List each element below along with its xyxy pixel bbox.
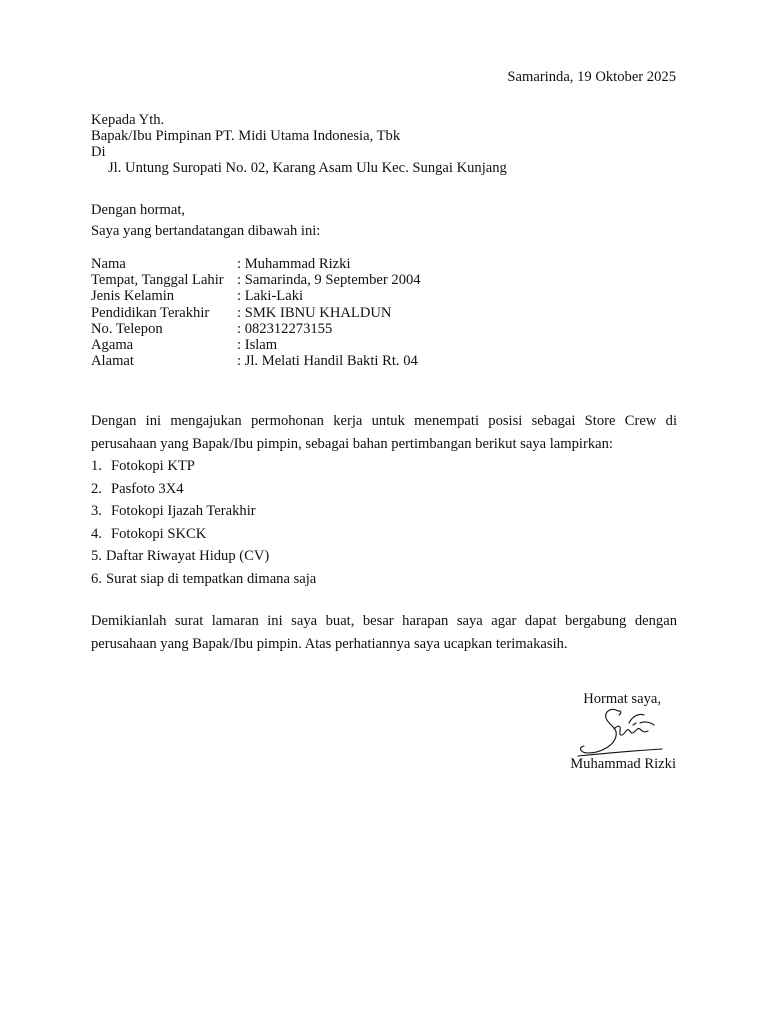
identity-label: No. Telepon: [91, 320, 163, 337]
attachment-list: [91, 455, 316, 590]
list-item-number: 2.: [91, 480, 102, 497]
list-item-text: Fotokopi Ijazah Terakhir: [111, 503, 256, 519]
list-item-text: Fotokopi SKCK: [111, 525, 207, 542]
application-paragraph: Dengan ini mengajukan permohonan kerja untuk menempati posisi sebagai Store Crew di perusahaan yang Bapak/Ibu pimpin, sebagai bahan pertimbangan berikut saya lampirkan:: [91, 413, 677, 452]
list-item-text: Surat siap di tempatkan dimana saja: [105, 570, 317, 587]
list-item-text: Daftar Riwayat Hidup (CV): [105, 548, 270, 564]
recipient-greeting: Kepada Yth.: [91, 112, 165, 128]
identity-row: [91, 321, 421, 337]
identity-value: : Laki-Laki: [237, 288, 304, 305]
identity-row: [91, 256, 421, 272]
identity-row: [91, 305, 421, 321]
identity-value: : SMK IBNU KHALDUN: [237, 304, 392, 321]
recipient-block: [91, 112, 507, 176]
closing-paragraph: Demikianlah surat lamaran ini saya buat, besar harapan saya agar dapat bergabung dengan perusahaan yang Bapak/Ibu pimpin. Atas perhatiannya saya ucapkan terimakasih.: [91, 613, 677, 652]
identity-value: : Islam: [237, 336, 278, 353]
recipient-name: Bapak/Ibu Pimpinan PT. Midi Utama Indonesia, Tbk: [91, 128, 401, 144]
identity-label: Pendidikan Terakhir: [91, 304, 210, 321]
identity-label: Agama: [91, 336, 134, 353]
list-item-number: 3.: [91, 503, 102, 519]
identity-table: [91, 256, 421, 369]
identity-label: Tempat, Tanggal Lahir: [91, 272, 224, 289]
identity-row: [91, 353, 421, 369]
identity-row: [91, 337, 421, 353]
identity-label: Alamat: [91, 353, 134, 370]
recipient-di: Di: [91, 144, 106, 160]
list-item: [91, 545, 316, 568]
opening-block: [91, 200, 320, 242]
list-item: [91, 568, 316, 591]
list-item: [91, 500, 316, 523]
intro-text: Saya yang bertandatangan dibawah ini:: [91, 223, 321, 239]
list-item-number: 4.: [91, 525, 102, 542]
identity-row: [91, 288, 421, 304]
identity-value: : Samarinda, 9 September 2004: [237, 272, 421, 289]
identity-value: : Muhammad Rizki: [237, 256, 351, 272]
list-item-text: Fotokopi KTP: [111, 458, 195, 474]
list-item-text: Pasfoto 3X4: [111, 480, 184, 497]
identity-value: : Jl. Melati Handil Bakti Rt. 04: [237, 353, 418, 370]
list-item-number: 5.: [91, 548, 102, 564]
recipient-address: Jl. Untung Suropati No. 02, Karang Asam Ulu Kec. Sungai Kunjang: [108, 160, 507, 176]
list-item-number: 1.: [91, 458, 102, 474]
list-item: [91, 523, 316, 546]
identity-label: Jenis Kelamin: [91, 288, 175, 305]
list-item-number: 6.: [91, 570, 102, 587]
place-date: Samarinda, 19 Oktober 2025: [507, 69, 676, 85]
signer-name: Muhammad Rizki: [570, 756, 676, 772]
salutation: Dengan hormat,: [91, 202, 186, 218]
identity-label: Nama: [91, 256, 126, 272]
identity-row: [91, 272, 421, 288]
valediction: Hormat saya,: [583, 691, 661, 707]
list-item: [91, 478, 316, 501]
identity-value: : 082312273155: [237, 320, 333, 337]
list-item: [91, 455, 316, 478]
signature-icon: [574, 703, 666, 759]
